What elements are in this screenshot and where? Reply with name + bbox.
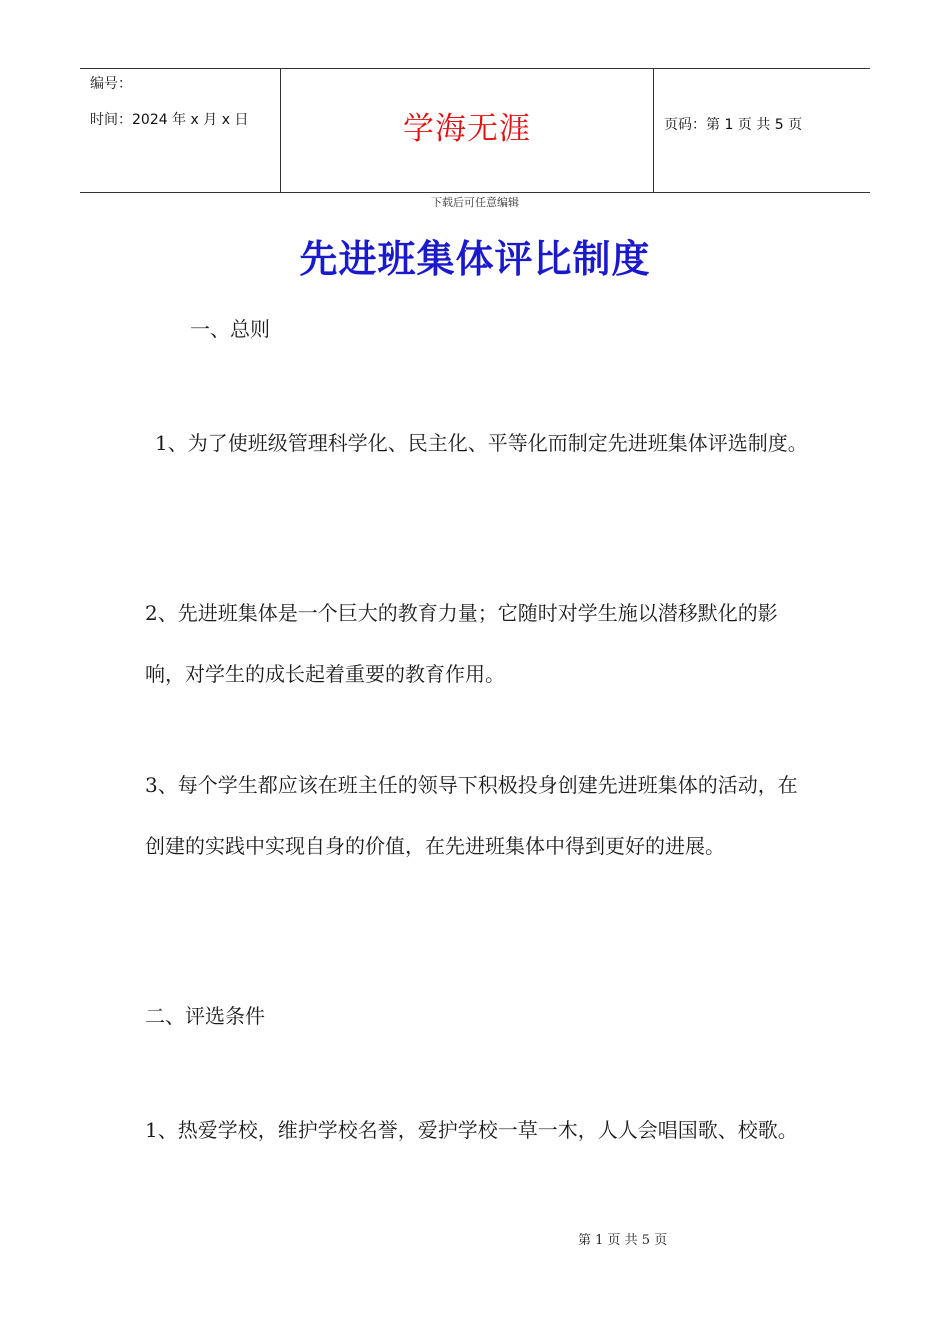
editable-note: 下载后可任意编辑 bbox=[431, 196, 519, 209]
section-heading: 二、评选条件 bbox=[145, 1004, 265, 1028]
page-info: 页码：第 1 页 共 5 页 bbox=[664, 117, 803, 133]
document-title: 先进班集体评比制度 bbox=[299, 236, 651, 281]
paragraph: 3、每个学生都应该在班主任的领导下积极投身创建先进班集体的活动，在创建的实践中实现自身的价值，在先进班集体中得到更好的进展。 bbox=[145, 773, 798, 858]
header-right-cell bbox=[654, 69, 870, 192]
header-left-cell bbox=[80, 69, 281, 192]
brand-title: 学海无涯 bbox=[403, 111, 531, 147]
header-center-cell bbox=[281, 69, 654, 192]
document-date-label: 时间：2024 年 x 月 x 日 bbox=[90, 112, 249, 128]
page-footer: 第 1 页 共 5 页 bbox=[578, 1233, 668, 1248]
document-number-label: 编号： bbox=[90, 76, 132, 92]
paragraph: 1、热爱学校，维护学校名誉，爱护学校一草一木，人人会唱国歌、校歌。 bbox=[145, 1118, 798, 1142]
document-header bbox=[80, 68, 870, 193]
section-heading: 一、总则 bbox=[190, 317, 270, 341]
paragraph: 1、为了使班级管理科学化、民主化、平等化而制定先进班集体评选制度。 bbox=[155, 431, 808, 455]
paragraph: 2、先进班集体是一个巨大的教育力量；它随时对学生施以潜移默化的影响，对学生的成长起着重要的教育作用。 bbox=[145, 601, 778, 686]
